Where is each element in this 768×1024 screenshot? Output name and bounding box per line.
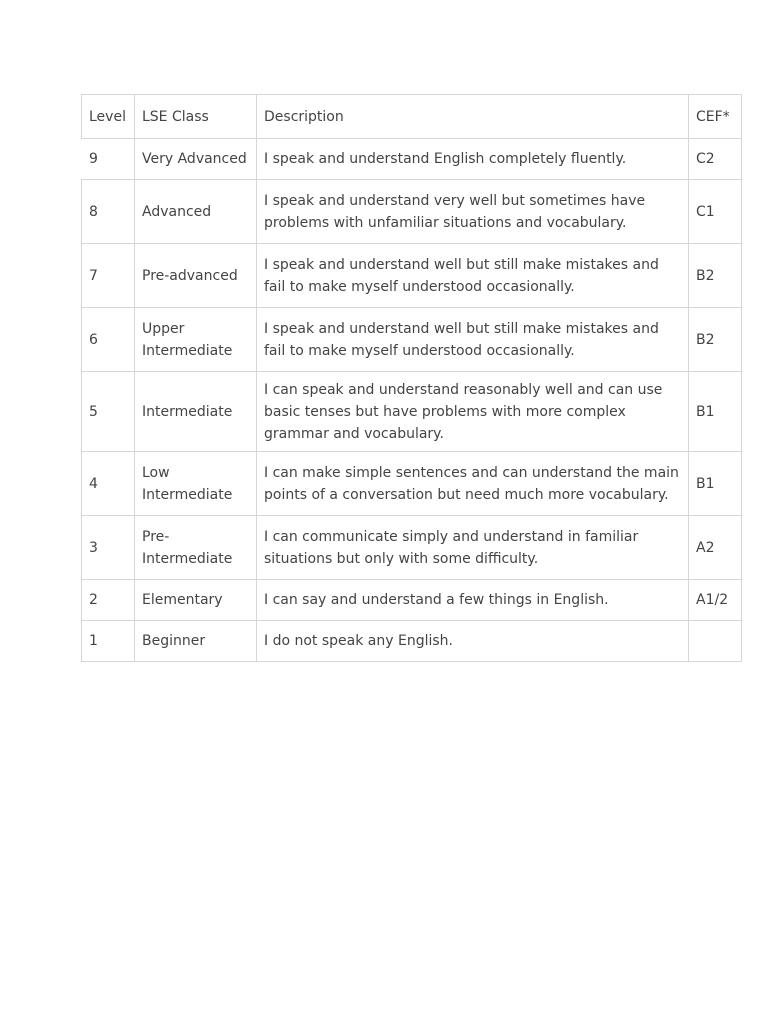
header-level: Level bbox=[82, 95, 135, 139]
description-cell: I do not speak any English. bbox=[257, 621, 689, 662]
level-cell: 7 bbox=[82, 244, 135, 308]
table-row bbox=[82, 139, 742, 180]
lse-class-cell: Beginner bbox=[135, 621, 257, 662]
level-cell: 3 bbox=[82, 516, 135, 580]
level-cell: 5 bbox=[82, 372, 135, 452]
table-row bbox=[82, 372, 742, 452]
cef-cell: B1 bbox=[689, 372, 742, 452]
level-cell: 9 bbox=[82, 139, 135, 180]
level-cell: 8 bbox=[82, 180, 135, 244]
table-row bbox=[82, 308, 742, 372]
lse-class-cell: Low Intermediate bbox=[135, 452, 257, 516]
description-cell: I speak and understand well but still make mistakes and fail to make myself understood occasionally. bbox=[257, 308, 689, 372]
level-cell: 4 bbox=[82, 452, 135, 516]
table-header-row bbox=[82, 95, 742, 139]
cef-cell: C1 bbox=[689, 180, 742, 244]
cef-cell: B2 bbox=[689, 308, 742, 372]
table-row bbox=[82, 452, 742, 516]
table-row bbox=[82, 180, 742, 244]
cef-cell: B1 bbox=[689, 452, 742, 516]
level-cell: 1 bbox=[82, 621, 135, 662]
cef-cell: A1/2 bbox=[689, 580, 742, 621]
header-lse-class: LSE Class bbox=[135, 95, 257, 139]
level-cell: 6 bbox=[82, 308, 135, 372]
description-cell: I speak and understand English completely fluently. bbox=[257, 139, 689, 180]
level-cell: 2 bbox=[82, 580, 135, 621]
description-cell: I can speak and understand reasonably well and can use basic tenses but have problems with more complex grammar and vocabulary. bbox=[257, 372, 689, 452]
cef-cell bbox=[689, 621, 742, 662]
english-level-table bbox=[81, 94, 742, 662]
table-row bbox=[82, 580, 742, 621]
lse-class-cell: Pre-Intermediate bbox=[135, 516, 257, 580]
description-cell: I speak and understand well but still make mistakes and fail to make myself understood occasionally. bbox=[257, 244, 689, 308]
cef-cell: C2 bbox=[689, 139, 742, 180]
description-cell: I can say and understand a few things in English. bbox=[257, 580, 689, 621]
header-cef: CEF* bbox=[689, 95, 742, 139]
cef-cell: A2 bbox=[689, 516, 742, 580]
lse-class-cell: Advanced bbox=[135, 180, 257, 244]
lse-class-cell: Upper Intermediate bbox=[135, 308, 257, 372]
table-row bbox=[82, 244, 742, 308]
lse-class-cell: Pre-advanced bbox=[135, 244, 257, 308]
lse-class-cell: Very Advanced bbox=[135, 139, 257, 180]
description-cell: I can communicate simply and understand in familiar situations but only with some difficulty. bbox=[257, 516, 689, 580]
cef-cell: B2 bbox=[689, 244, 742, 308]
description-cell: I speak and understand very well but sometimes have problems with unfamiliar situations and vocabulary. bbox=[257, 180, 689, 244]
lse-class-cell: Elementary bbox=[135, 580, 257, 621]
table-row bbox=[82, 621, 742, 662]
description-cell: I can make simple sentences and can understand the main points of a conversation but need much more vocabulary. bbox=[257, 452, 689, 516]
lse-class-cell: Intermediate bbox=[135, 372, 257, 452]
table-row bbox=[82, 516, 742, 580]
header-description: Description bbox=[257, 95, 689, 139]
